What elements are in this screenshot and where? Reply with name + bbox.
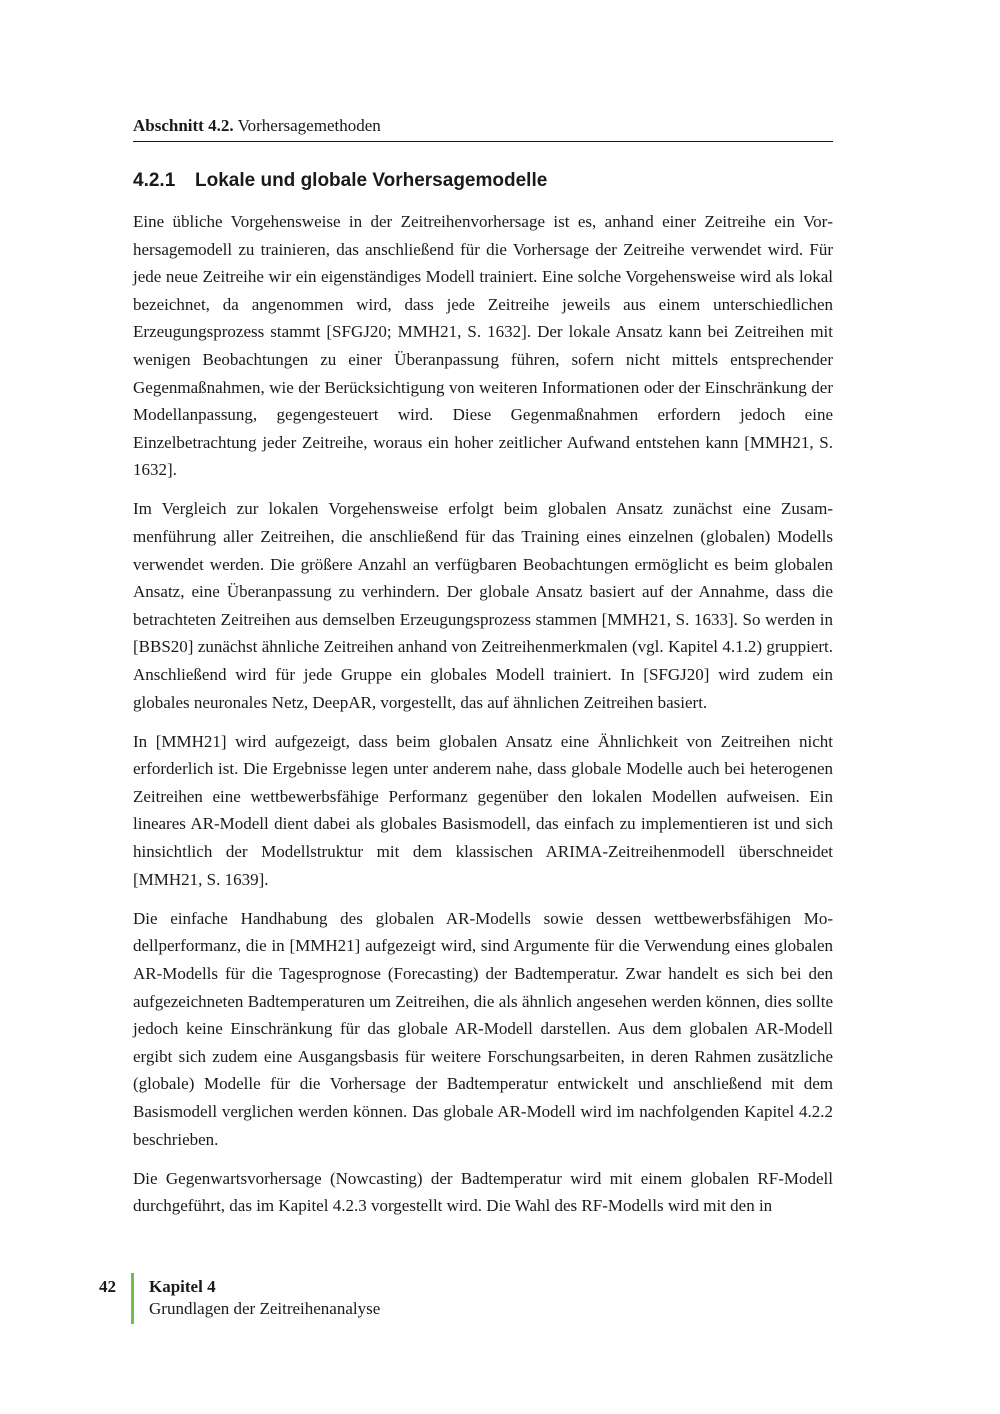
- paragraph: Im Vergleich zur lokalen Vorgehensweise erfolgt beim globalen Ansatz zunächst eine Zusammenführung aller Zeitreihen, die anschließend für das Training eines einzelnen (globalen) Modells verwendet werden. Die größere Anzahl an verfügbaren Beobachtungen ermöglicht es beim globalen Ansatz, eine Überanpassung zu verhindern. Der globale Ansatz basiert auf der Annahme, dass die betrachteten Zeitreihen aus demselben Erzeugungsprozess stammen [MMH21, S. 1633]. So werden in [BBS20] zunächst ähnliche Zeitreihen anhand von Zeitreihenmerkmalen (vgl. Kapitel 4.1.2) gruppiert. Anschließend wird für jede Gruppe ein globales Modell trainiert. In [SFGJ20] wird zudem ein globales neuronales Netz, DeepAR, vorgestellt, das auf ähnlichen Zeitreihen basiert.: [133, 499, 833, 712]
- paragraph: Eine übliche Vorgehensweise in der Zeitreihenvorhersage ist es, anhand einer Zeitreihe ein Vorhersagemodell zu trainieren, das anschließend für die Vorhersage der Zeitreihe verwendet wird. Für jede neue Zeitreihe wir ein eigenständiges Modell trainiert. Eine solche Vorgehensweise wird als lokal bezeichnet, da angenommen wird, dass jede Zeitreihe jeweils aus einem unterschiedlichen Erzeugungsprozess stammt [SFGJ20; MMH21, S. 1632]. Der lokale Ansatz kann bei Zeitreihen mit wenigen Beobachtungen zu einer Überanpassung führen, sofern nicht mittels entsprechender Gegenmaßnahmen, wie der Berücksichtigung von weiteren Informationen oder der Einschränkung der Modellanpassung, gegengesteuert wird. Diese Gegenmaßnahmen erfordern jedoch eine Einzelbetrachtung jeder Zeitreihe, woraus ein hoher zeitlicher Aufwand entstehen kann [MMH21, S. 1632].: [133, 212, 833, 480]
- section-number: 4.2.1: [133, 170, 176, 191]
- footer-chapter-title: Grundlagen der Zeitreihenanalyse: [149, 1299, 381, 1318]
- header-section-label: Abschnitt 4.2.: [133, 116, 234, 135]
- footer-chapter-label: Kapitel 4: [149, 1277, 216, 1296]
- paragraph: Die einfache Handhabung des globalen AR-Modells sowie dessen wettbewerbsfähigen Modellperformanz, die in [MMH21] aufgezeigt wird, sind Argumente für die Verwendung eines globalen AR-Modells für die Tagesprognose (Forecasting) der Badtemperatur. Zwar handelt es sich bei den aufgezeichneten Badtemperaturen um Zeitreihen, die als ähnlich angesehen werden können, dies sollte jedoch keine Einschränkung für das globale AR-Modell darstellen. Aus dem globalen AR-Modell ergibt sich zudem eine Ausgangsbasis für weitere Forschungsarbeiten, in deren Rahmen zusätzliche (globale) Modelle für die Vorhersage der Badtemperatur entwickelt und anschließend mit dem Basismodell verglichen werden können. Das globale AR-Modell wird im nachfolgenden Kapitel 4.2.2 beschrieben.: [133, 908, 833, 1149]
- page-footer: [0, 1273, 1000, 1325]
- header-section-title: Vorhersagemethoden: [237, 116, 381, 135]
- paragraph: In [MMH21] wird aufgezeigt, dass beim globalen Ansatz eine Ähnlichkeit von Zeitreihen nicht erforderlich ist. Die Ergebnisse legen unter anderem nahe, dass globale Modelle auch bei heterogenen Zeitreihen eine wettbewerbsfähige Performanz gegenüber den lokalen Modellen aufweisen. Ein lineares AR-Modell dient dabei als globales Basismodell, das einfach zu implementieren ist und sich hinsichtlich der Modellstruktur mit dem klassischen ARIMA-Zeitreihenmodell überschneidet [MMH21, S. 1639].: [133, 731, 833, 889]
- page-number: 42: [99, 1277, 116, 1296]
- body-text: [133, 208, 833, 1231]
- running-header: [133, 116, 833, 142]
- section-heading: [133, 170, 833, 192]
- footer-accent-bar: [131, 1273, 134, 1324]
- section-title: Lokale und globale Vorhersagemodelle: [195, 170, 548, 191]
- paragraph: Die Gegenwartsvorhersage (Nowcasting) der Badtemperatur wird mit einem globalen RF-Modell durchgeführt, das im Kapitel 4.2.3 vorgestellt wird. Die Wahl des RF-Modells wird mit den in: [133, 1168, 833, 1216]
